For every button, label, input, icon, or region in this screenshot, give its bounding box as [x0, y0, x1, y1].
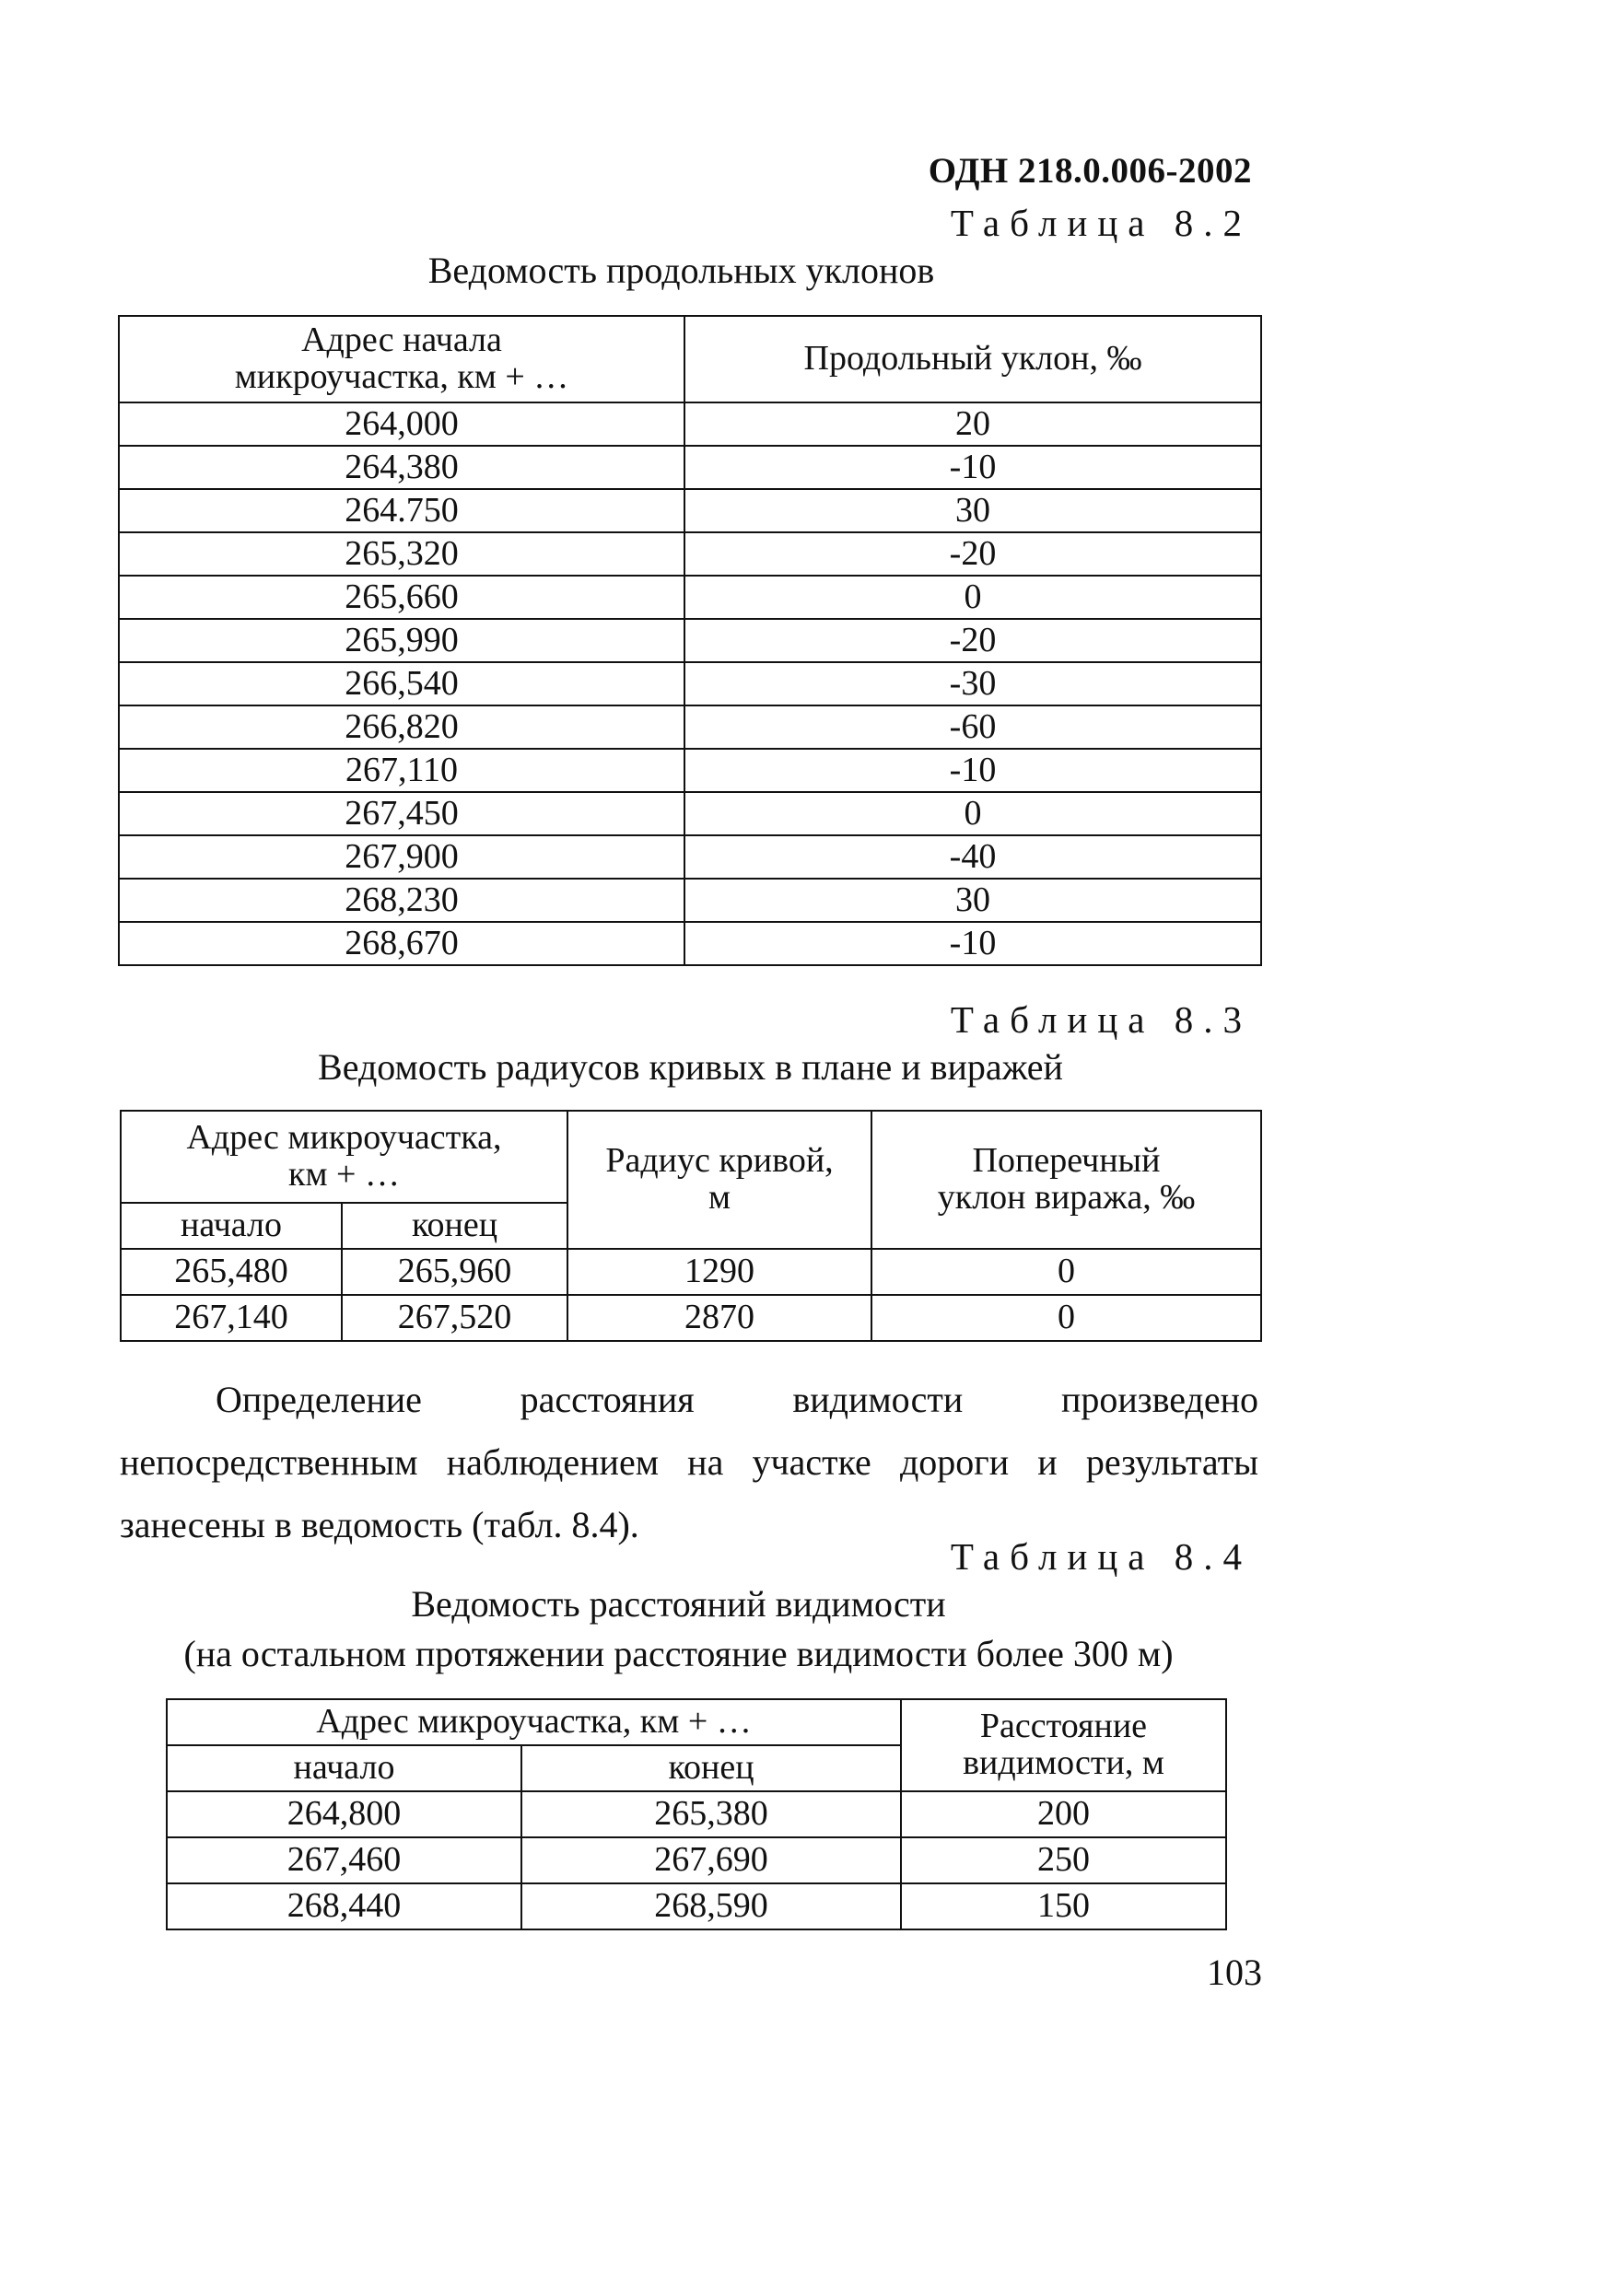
cell-grade: -60	[684, 705, 1261, 749]
cell-grade: 30	[684, 489, 1261, 532]
cell-distance: 250	[901, 1837, 1226, 1883]
cell-end: 265,380	[521, 1791, 901, 1837]
cell-start: 264,800	[167, 1791, 521, 1837]
cell-end: 268,590	[521, 1883, 901, 1929]
cell-distance: 200	[901, 1791, 1226, 1837]
cell-address: 267,450	[119, 792, 684, 835]
header-end: конец	[521, 1745, 901, 1791]
header-superelevation: Поперечный уклон виража, ‰	[871, 1111, 1261, 1249]
cell-start: 267,460	[167, 1837, 521, 1883]
cell-grade: -10	[684, 922, 1261, 965]
cell-grade: -30	[684, 662, 1261, 705]
body-text: Определение расстояния видимости произведено непосредственным наблюдением на участке дороги и результаты занесены в ведомость (табл. 8.4).	[120, 1379, 1258, 1545]
table-row	[167, 1837, 1226, 1883]
cell-end: 265,960	[342, 1249, 567, 1295]
cell-grade: -20	[684, 619, 1261, 662]
table-row	[119, 705, 1261, 749]
table-row	[119, 662, 1261, 705]
table-8-3	[120, 1110, 1262, 1342]
cell-end: 267,690	[521, 1837, 901, 1883]
table-row	[119, 922, 1261, 965]
document-code: ОДН 218.0.006-2002	[928, 151, 1252, 191]
header-start: начало	[167, 1745, 521, 1791]
page-number: 103	[1207, 1952, 1262, 1993]
table-row	[119, 402, 1261, 446]
header-distance: Расстояние видимости, м	[901, 1699, 1226, 1791]
table-row	[119, 446, 1261, 489]
table-row	[121, 1295, 1261, 1341]
cell-grade: -20	[684, 532, 1261, 576]
cell-address: 266,820	[119, 705, 684, 749]
table-row	[167, 1883, 1226, 1929]
cell-grade: 20	[684, 402, 1261, 446]
cell-grade: -10	[684, 446, 1261, 489]
table-row	[119, 619, 1261, 662]
cell-start: 267,140	[121, 1295, 342, 1341]
cell-address: 267,900	[119, 835, 684, 879]
cell-end: 267,520	[342, 1295, 567, 1341]
table-row	[119, 749, 1261, 792]
table-row	[119, 532, 1261, 576]
cell-superelevation: 0	[871, 1249, 1261, 1295]
cell-address: 264,000	[119, 402, 684, 446]
cell-address: 268,670	[119, 922, 684, 965]
cell-address: 265,320	[119, 532, 684, 576]
table-8-4-caption: Таблица 8.4	[950, 1535, 1252, 1578]
cell-address: 265,660	[119, 576, 684, 619]
header-end: конец	[342, 1203, 567, 1249]
cell-grade: -10	[684, 749, 1261, 792]
cell-address: 268,230	[119, 879, 684, 922]
cell-grade: 0	[684, 576, 1261, 619]
table-row	[121, 1249, 1261, 1295]
table-row	[119, 576, 1261, 619]
cell-radius: 2870	[567, 1295, 871, 1341]
table-8-4-title: Ведомость расстояний видимости	[411, 1583, 946, 1625]
header-address: Адрес микроучастка, км + …	[121, 1111, 567, 1203]
cell-grade: -40	[684, 835, 1261, 879]
table-8-4	[166, 1698, 1227, 1930]
table-row	[167, 1791, 1226, 1837]
table-row	[119, 489, 1261, 532]
table-8-3-caption: Таблица 8.3	[950, 998, 1252, 1041]
cell-address: 267,110	[119, 749, 684, 792]
cell-address: 266,540	[119, 662, 684, 705]
table-row	[119, 879, 1261, 922]
cell-radius: 1290	[567, 1249, 871, 1295]
table-8-4-subtitle: (на остальном протяжении расстояние видимости более 300 м)	[183, 1633, 1174, 1674]
table-row	[119, 835, 1261, 879]
cell-address: 264.750	[119, 489, 684, 532]
table-8-2	[118, 315, 1262, 966]
header-radius: Радиус кривой, м	[567, 1111, 871, 1249]
table-8-3-title: Ведомость радиусов кривых в плане и виражей	[318, 1046, 1063, 1088]
cell-superelevation: 0	[871, 1295, 1261, 1341]
header-address: Адрес микроучастка, км + …	[167, 1699, 901, 1745]
header-grade: Продольный уклон, ‰	[684, 316, 1261, 402]
table-row	[119, 792, 1261, 835]
body-paragraph	[120, 1369, 1258, 1556]
cell-distance: 150	[901, 1883, 1226, 1929]
cell-grade: 30	[684, 879, 1261, 922]
cell-start: 265,480	[121, 1249, 342, 1295]
header-start: начало	[121, 1203, 342, 1249]
cell-address: 265,990	[119, 619, 684, 662]
table-8-2-title: Ведомость продольных уклонов	[427, 250, 935, 291]
cell-start: 268,440	[167, 1883, 521, 1929]
cell-address: 264,380	[119, 446, 684, 489]
cell-grade: 0	[684, 792, 1261, 835]
header-address: Адрес начала микроучастка, км + …	[119, 316, 684, 402]
table-8-2-caption: Таблица 8.2	[950, 202, 1252, 244]
